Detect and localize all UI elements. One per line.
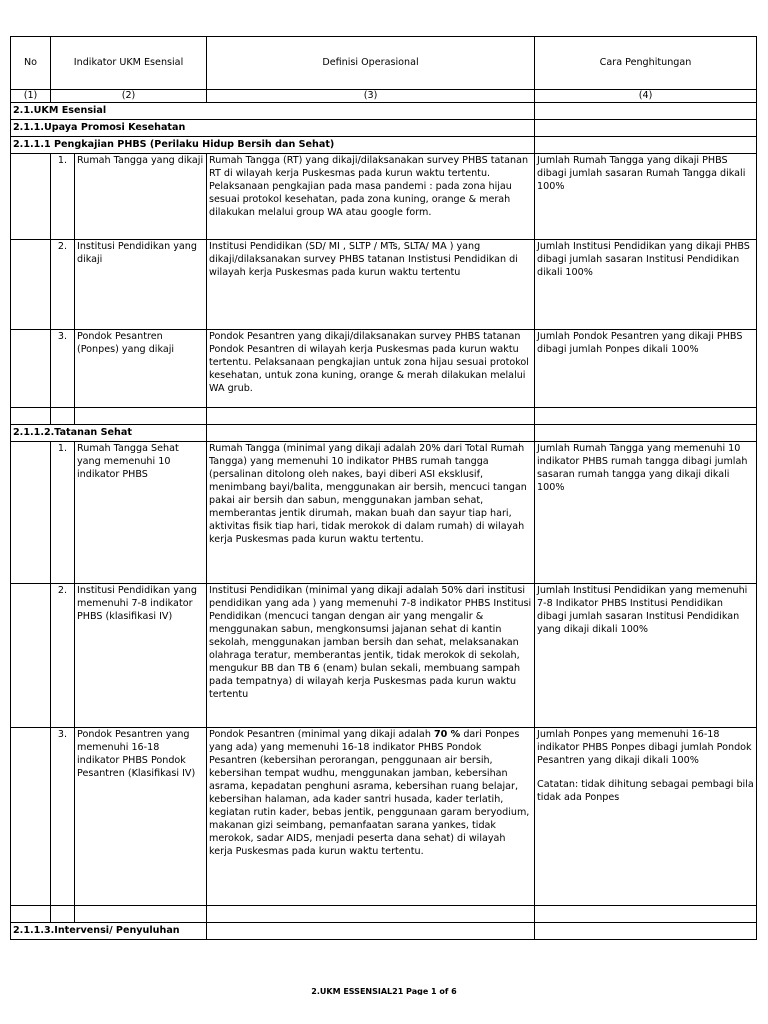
section-row <box>11 425 757 442</box>
column-number: (3) <box>207 90 535 103</box>
column-number: (2) <box>51 90 207 103</box>
definisi-emphasis: 70 % <box>433 729 461 740</box>
table-row <box>11 330 757 408</box>
indikator-cell: Pondok Pesantren (Ponpes) yang dikaji <box>75 330 207 408</box>
header-indikator: Indikator UKM Esensial <box>51 37 207 90</box>
cara-cell <box>535 728 757 906</box>
catatan-note: Catatan: tidak dihitung sebagai pembagi bila tidak ada Ponpes <box>537 779 754 804</box>
definisi-cell: Institusi Pendidikan (minimal yang dikaji adalah 50% dari institusi pendidikan yang ada ) yang memenuhi 7-8 indikator PHBS Institusi Pendidikan (mencuci tangan dengan air yang mengalir & menggunakan sabun, mengkonsumsi jajanan sehat di kantin sekolah, menggunakan jamban bersih dan sehat, melaksanakan olahraga teratur, memberantas jentik, tidak merokok di sekolah, mengukur BB dan TB 6 (enam) bulan sekali, membuang sampah pada tempatnya) di wilayah kerja Puskesmas pada kurun waktu tertentu <box>207 584 535 728</box>
cara-cell: Jumlah Pondok Pesantren yang dikaji PHBS dibagi jumlah Ponpes dikali 100% <box>535 330 757 408</box>
row-number: 1. <box>51 442 75 584</box>
definisi-text-start: Pondok Pesantren (minimal yang dikaji adalah <box>209 729 434 740</box>
indikator-cell: Rumah Tangga yang dikaji <box>75 154 207 240</box>
spacer-row <box>11 906 757 923</box>
cara-cell: Jumlah Institusi Pendidikan yang dikaji PHBS dibagi jumlah sasaran Institusi Pendidikan dikali 100% <box>535 240 757 330</box>
definisi-cell: Rumah Tangga (minimal yang dikaji adalah 20% dari Total Rumah Tangga) yang memenuhi 10 indikator PHBS rumah tangga (persalinan ditolong oleh nakes, bayi diberi ASI eksklusif, menimbang bayi/balita, menggunakan air bersih, mencuci tangan pakai air bersih dan sabun, menggunakan jamban sehat, memberantas jentik dirumah, makan buah dan sayur tiap hari, aktivitas fisik tiap hari, tidak merokok di dalam rumah) di wilayah kerja Puskesmas pada kurun waktu tertentu. <box>207 442 535 584</box>
definisi-cell: Rumah Tangga (RT) yang dikaji/dilaksanakan survey PHBS tatanan RT di wilayah kerja Puskesmas pada kurun waktu tertentu. Pelaksanaan pengkajian pada masa pandemi : pada zona hijau sesuai protokol kesehatan, pada zona kuning, orange & merah dilakukan melalui group WA atau google form. <box>207 154 535 240</box>
header-no: No <box>11 37 51 90</box>
section-title-ukm-esensial: 2.1.UKM Esensial <box>11 103 535 120</box>
header-cara: Cara Penghitungan <box>535 37 757 90</box>
section-row <box>11 923 757 940</box>
section-title-intervensi: 2.1.1.3.Intervensi/ Penyuluhan <box>11 923 207 940</box>
indikator-cell: Rumah Tangga Sehat yang memenuhi 10 indikator PHBS <box>75 442 207 584</box>
section-title-promosi-kesehatan: 2.1.1.Upaya Promosi Kesehatan <box>11 120 535 137</box>
section-title-tatanan-sehat: 2.1.1.2.Tatanan Sehat <box>11 425 207 442</box>
section-row <box>11 137 757 154</box>
row-number: 2. <box>51 584 75 728</box>
column-number: (1) <box>11 90 51 103</box>
row-number: 1. <box>51 154 75 240</box>
header-definisi: Definisi Operasional <box>207 37 535 90</box>
column-number-row <box>11 90 757 103</box>
row-number: 3. <box>51 728 75 906</box>
definisi-text-end: dari Ponpes yang ada) yang memenuhi 16-18 indikator PHBS Pondok Pesantren (kebersihan perorangan, penggunaan air bersih, kebersihan tempat wudhu, menggunakan jamban, kebersihan asrama, kepadatan penghuni asrama, kebersihan ruang belajar, kebersihan halaman, ada kader santri husada, kader terlatih, kegiatan rutin kader, bebas jentik, penggunaan garam beryodium, makanan gizi seimbang, pemanfaatan sarana yankes, tidak merokok, sadar AIDS, menjadi peserta dana sehat) di wilayah kerja Puskesmas pada kurun waktu tertentu. <box>209 729 530 858</box>
row-number: 3. <box>51 330 75 408</box>
table-header-row <box>11 37 757 90</box>
indikator-cell: Pondok Pesantren yang memenuhi 16-18 indikator PHBS Pondok Pesantren (Klasifikasi IV) <box>75 728 207 906</box>
table-row <box>11 728 757 906</box>
table-row <box>11 154 757 240</box>
section-title-pengkajian-phbs: 2.1.1.1 Pengkajian PHBS (Perilaku Hidup Bersih dan Sehat) <box>11 137 535 154</box>
indikator-cell: Institusi Pendidikan yang dikaji <box>75 240 207 330</box>
cara-cell: Jumlah Rumah Tangga yang memenuhi 10 indikator PHBS rumah tangga dibagi jumlah sasaran rumah tangga yang dikaji dikali 100% <box>535 442 757 584</box>
section-row <box>11 103 757 120</box>
row-number: 2. <box>51 240 75 330</box>
section-row <box>11 120 757 137</box>
table-row <box>11 442 757 584</box>
definisi-cell: Pondok Pesantren yang dikaji/dilaksanakan survey PHBS tatanan Pondok Pesantren di wilayah kerja Puskesmas pada kurun waktu tertentu. Pelaksanaan pengkajian untuk zona hijau sesuai protokol kesehatan, untuk zona kuning, orange & merah dilakukan melalui WA grub. <box>207 330 535 408</box>
indicator-table <box>10 36 757 940</box>
cara-text: Jumlah Ponpes yang memenuhi 16-18 indikator PHBS Ponpes dibagi jumlah Pondok Pesantren yang dikaji dikali 100% <box>537 729 752 767</box>
page-footer: 2.UKM ESSENSIAL21 Page 1 of 6 <box>311 987 457 995</box>
indikator-cell: Institusi Pendidikan yang memenuhi 7-8 indikator PHBS (klasifikasi IV) <box>75 584 207 728</box>
definisi-cell <box>207 728 535 906</box>
spacer-row <box>11 408 757 425</box>
cara-cell: Jumlah Institusi Pendidikan yang memenuhi 7-8 Indikator PHBS Institusi Pendidikan dibagi jumlah sasaran Institusi Pendidikan yang dikaji dikali 100% <box>535 584 757 728</box>
definisi-cell: Institusi Pendidikan (SD/ MI , SLTP / MTs, SLTA/ MA ) yang dikaji/dilaksanakan survey PHBS tatanan Instistusi Pendidikan di wilayah kerja Puskesmas pada kurun waktu tertentu <box>207 240 535 330</box>
table-row <box>11 584 757 728</box>
column-number: (4) <box>535 90 757 103</box>
table-row <box>11 240 757 330</box>
cara-cell: Jumlah Rumah Tangga yang dikaji PHBS dibagi jumlah sasaran Rumah Tangga dikali 100% <box>535 154 757 240</box>
